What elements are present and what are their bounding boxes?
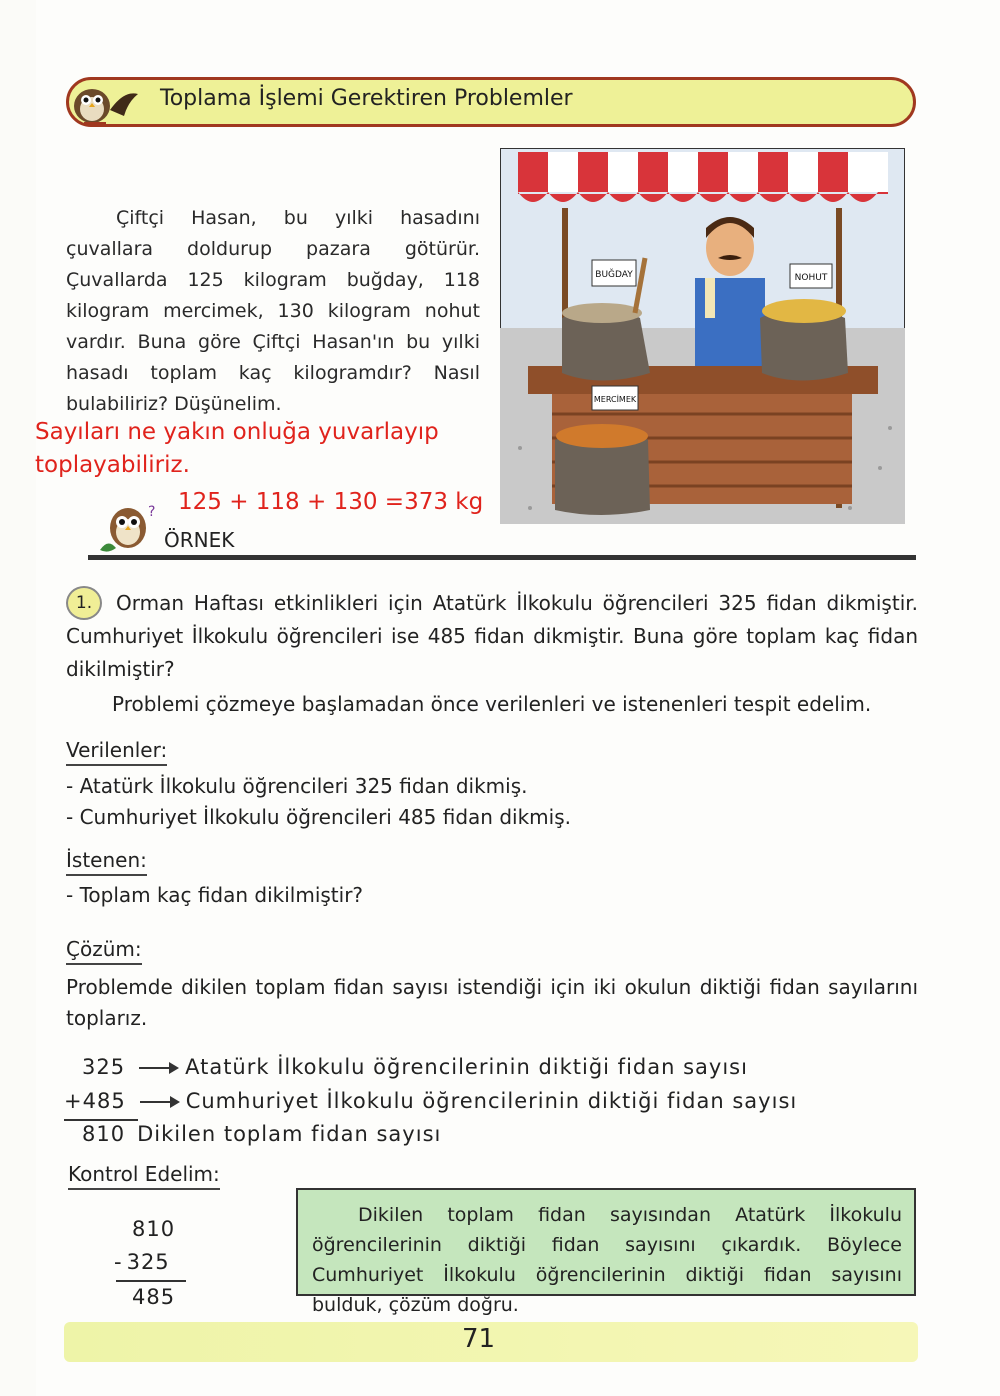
handwritten-answer [35, 416, 485, 482]
market-stall-illustration [500, 148, 905, 524]
question-number-badge: 1. [66, 586, 102, 620]
asked-heading: İstenen: [66, 848, 147, 876]
label-mercimek: MERCİMEK [593, 395, 637, 404]
sum-line [64, 1119, 138, 1121]
story-paragraph [66, 203, 480, 420]
label-bugday: BUĞDAY [595, 270, 633, 280]
solution-text: Problemde dikilen toplam fidan sayısı istendiği için iki okulun diktiği fidan sayılarını toplarız. [66, 975, 918, 1030]
page-title: Toplama İşlemi Gerektiren Problemler [160, 86, 573, 111]
page-number: 71 [462, 1324, 496, 1354]
difference-line [116, 1280, 186, 1282]
owl-reading-icon [100, 498, 160, 553]
arrow-icon [139, 1067, 177, 1069]
question-body: Orman Haftası etkinlikleri için Atatürk İlkokulu öğrencileri 325 fidan dikmiştir. Cumhuriyet İlkokulu öğrencileri ise 485 fidan dikmiştir. Buna göre toplam kaç fidan dikilmiştir? [66, 591, 918, 681]
question-text [66, 587, 918, 686]
plus-sign: + [64, 1089, 83, 1113]
control-explanation-box [296, 1188, 916, 1316]
svg-text:?: ? [148, 504, 156, 520]
story-text: Çiftçi Hasan, bu yılki hasadını çuvallara doldurup pazara götürür. Çuvallarda 125 kilogram buğday, 118 kilogram mercimek, 130 kilogram nohut vardır. Buna göre Çiftçi Hasan'ın bu yılki hasadı toplam kaç kilogramdır? Nasıl bulabiliriz? Düşünelim. [66, 207, 480, 415]
calc-number: 485 [82, 1089, 126, 1113]
example-label: ÖRNEK [164, 528, 235, 552]
given-item: - Atatürk İlkokulu öğrencileri 325 fidan dikmiş. [66, 774, 528, 798]
handwritten-line-2: toplayabiliriz. [35, 452, 190, 478]
handwritten-equation: 125 + 118 + 130 =373 kg [178, 489, 484, 515]
calc-number: 325 [82, 1055, 126, 1079]
control-heading: Kontrol Edelim: [68, 1162, 220, 1190]
arrow-icon [140, 1101, 178, 1103]
control-explanation: Dikilen toplam fidan sayısından Atatürk İlkokulu öğrencilerinin diktiği fidan sayısını çıkardık. Böylece Cumhuriyet İlkokulu öğrencilerinin diktiği fidan sayısını bulduk, çözüm doğru. [312, 1204, 902, 1316]
control-result: 485 [132, 1285, 176, 1309]
given-item: - Cumhuriyet İlkokulu öğrencileri 485 fidan dikmiş. [66, 805, 571, 829]
calc-row-1 [82, 1055, 748, 1079]
calc-number: 810 [82, 1122, 126, 1146]
calc-row-3 [82, 1122, 441, 1146]
asked-item: - Toplam kaç fidan dikilmiştir? [66, 883, 364, 907]
control-top: 810 [132, 1217, 176, 1241]
calc-row-2 [64, 1089, 797, 1113]
control-row-sub [114, 1250, 170, 1274]
example-divider [88, 555, 916, 560]
control-sub: 325 [126, 1250, 170, 1274]
given-heading: Verilenler: [66, 738, 167, 766]
instruction-text: Problemi çözmeye başlamadan önce verilenleri ve istenenleri tespit edelim. [112, 692, 872, 716]
calc-description: Cumhuriyet İlkokulu öğrencilerinin diktiği fidan sayısı [185, 1089, 798, 1113]
handwritten-line-1: Sayıları ne yakın onluğa yuvarlayıp [35, 419, 439, 445]
calc-description: Dikilen toplam fidan sayısı [137, 1122, 442, 1146]
label-nohut: NOHUT [794, 273, 828, 283]
minus-sign: - [114, 1250, 123, 1274]
solution-heading: Çözüm: [66, 937, 142, 965]
calc-description: Atatürk İlkokulu öğrencilerinin diktiği fidan sayısı [185, 1055, 748, 1079]
owl-icon [72, 80, 140, 126]
